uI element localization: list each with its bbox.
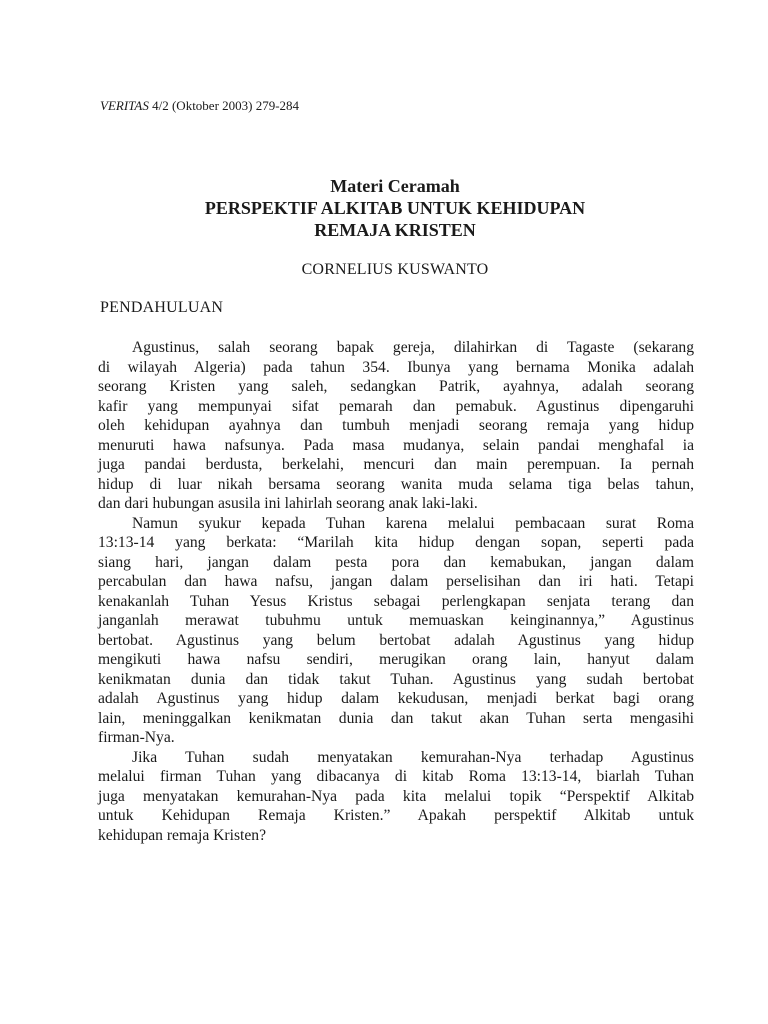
article-body	[98, 338, 694, 845]
paragraph-line: dan dari hubungan asusila ini lahirlah seorang anak laki-laki.	[98, 495, 478, 512]
paragraph-line: juga menyatakan kemurahan-Nya pada kita melalui topik “Perspektif Alkitab	[98, 787, 694, 805]
paragraph-line: kafir yang mempunyai sifat pemarah dan pemabuk. Agustinus dipengaruhi	[98, 397, 694, 415]
article-title-line-2: REMAJA KRISTEN	[314, 220, 476, 240]
paragraph-line: lain, meninggalkan kenikmatan dunia dan takut akan Tuhan serta mengasihi	[98, 709, 694, 727]
paragraph-line: seorang Kristen yang saleh, sedangkan Patrik, ayahnya, adalah seorang	[98, 378, 694, 395]
article-title-line-1: PERSPEKTIF ALKITAB UNTUK KEHIDUPAN	[204, 198, 586, 218]
paragraph-line: melalui firman Tuhan yang dibacanya di kitab Roma 13:13-14, biarlah Tuhan	[98, 768, 694, 785]
paragraph-line: untuk Kehidupan Remaja Kristen.” Apakah perspektif Alkitab untuk	[98, 807, 694, 824]
journal-name: VERITAS	[100, 98, 149, 113]
paragraph-line: adalah Agustinus yang hidup dalam kekudusan, menjadi berkat bagi orang	[98, 690, 694, 707]
paragraph-line: oleh kehidupan ayahnya dan tumbuh menjadi seorang remaja yang hidup	[98, 417, 694, 434]
paragraph-line: kenakanlah Tuhan Yesus Kristus sebagai perlengkapan senjata terang dan	[98, 592, 694, 610]
paragraph-line: Jika Tuhan sudah menyatakan kemurahan-Nya terhadap Agustinus	[132, 748, 694, 766]
title-block	[0, 175, 768, 241]
paragraph-line: Agustinus, salah seorang bapak gereja, dilahirkan di Tagaste (sekarang	[132, 339, 694, 356]
running-head	[100, 98, 299, 114]
paragraph-line: mengikuti hawa nafsu sendiri, merugikan orang lain, hanyut dalam	[98, 651, 694, 668]
article-author: CORNELIUS KUSWANTO	[301, 261, 489, 278]
paragraph-line: kehidupan remaja Kristen?	[98, 826, 266, 844]
article-kicker: Materi Ceramah	[330, 176, 460, 196]
paragraph-line: janganlah merawat tubuhmu untuk memuaskan keinginannya,” Agustinus	[98, 612, 694, 629]
paragraph-line: siang hari, jangan dalam pesta pora dan kemabukan, jangan dalam	[98, 553, 694, 571]
paragraph-line: kenikmatan dunia dan tidak takut Tuhan. Agustinus yang sudah bertobat	[98, 670, 694, 688]
paragraph-line: juga pandai berdusta, berkelahi, mencuri dan main perempuan. Ia pernah	[98, 456, 694, 473]
paragraph-line: 13:13-14 yang berkata: “Marilah kita hidup dengan sopan, seperti pada	[98, 534, 694, 551]
paragraph	[98, 338, 694, 514]
paragraph	[98, 514, 694, 748]
paragraph-line: menuruti hawa nafsunya. Pada masa mudanya, selain pandai menghafal ia	[98, 436, 694, 454]
paragraph-line: Namun syukur kepada Tuhan karena melalui pembacaan surat Roma	[132, 514, 694, 532]
paragraph-line: di wilayah Algeria) pada tahun 354. Ibunya yang bernama Monika adalah	[98, 358, 694, 376]
paragraph-line: bertobat. Agustinus yang belum bertobat adalah Agustinus yang hidup	[98, 631, 694, 649]
paragraph-line: percabulan dan hawa nafsu, jangan dalam perselisihan dan iri hati. Tetapi	[98, 573, 694, 590]
paragraph	[98, 748, 694, 846]
journal-citation: 4/2 (Oktober 2003) 279-284	[148, 98, 300, 113]
section-heading: PENDAHULUAN	[100, 299, 224, 316]
paragraph-line: firman-Nya.	[98, 729, 175, 746]
paragraph-line: hidup di luar nikah bersama seorang wanita muda selama tiga belas tahun,	[98, 475, 694, 493]
